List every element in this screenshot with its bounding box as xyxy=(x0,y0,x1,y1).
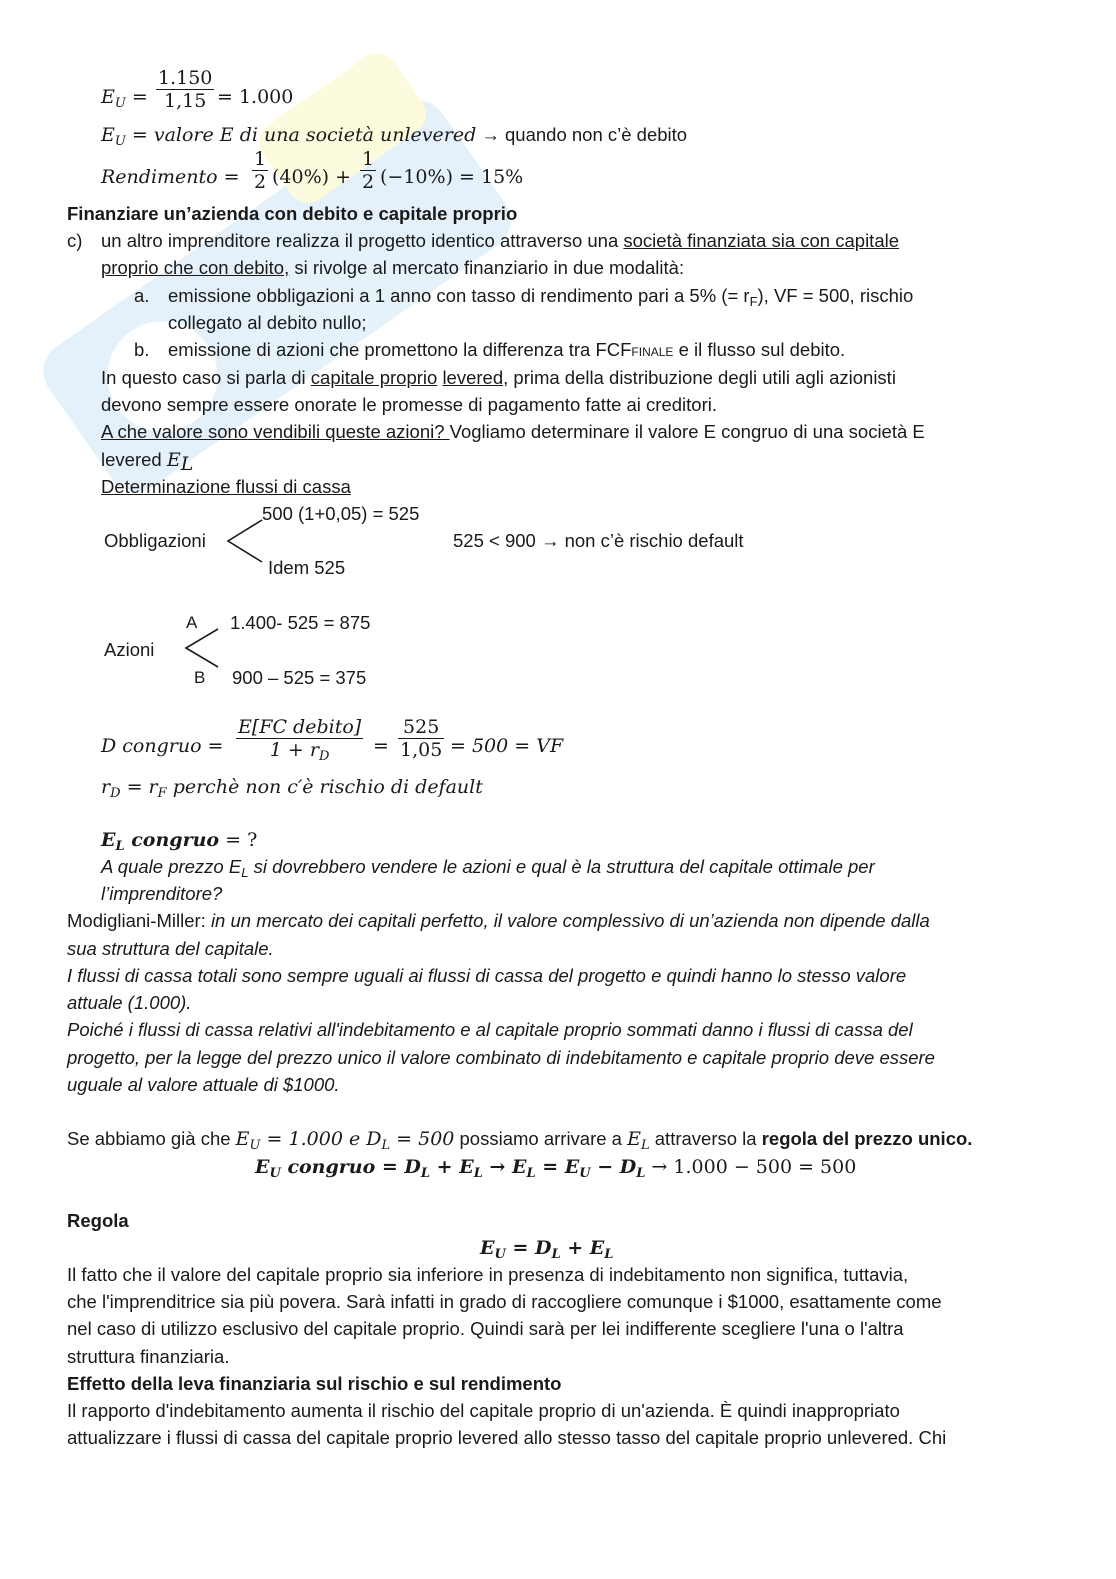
mm-line5: Poiché i flussi di cassa relativi all'indebitamento e al capitale proprio sommati danno i flussi di cassa del xyxy=(67,1019,913,1040)
eq-rendimento-frac1: $\frac{1}{2}$ xyxy=(254,148,267,193)
eq-eu-rhs: = 1.000 xyxy=(217,86,294,108)
section-heading-leva: Effetto della leva finanziaria sul rischio e sul rendimento xyxy=(67,1373,562,1394)
eq-dcongruo-rhs: = 500 = VF xyxy=(450,735,564,757)
el-question-line2: l’imprenditore? xyxy=(101,883,223,904)
list-item-a-line1: emissione obbligazioni a 1 anno con tasso di rendimento pari a 5% (= $r_F$), VF = 500, rischio xyxy=(168,285,914,309)
mm-line6: progetto, per la legge del prezzo unico il valore combinato di indebitamento e capitale proprio deve essere xyxy=(67,1047,935,1068)
question-line2: levered $E_L$ xyxy=(101,449,194,475)
list-label-c: c) xyxy=(67,230,83,251)
azioni-branch-icon xyxy=(182,626,222,670)
se-abbiamo-line: Se abbiamo già che $E_U = 1.000$ e $D_L = 500$ possiamo arrivare a $E_L$ attraverso la regola del prezzo unico. xyxy=(67,1128,973,1153)
eq-eu-lhs: $E_U$ = xyxy=(101,86,148,111)
eq-rendimento-t2: (−10%) = 15% xyxy=(380,166,524,188)
azioni-top: 1.400- 525 = 875 xyxy=(230,612,371,633)
regola-para-line1: Il fatto che il valore del capitale proprio sia inferiore in presenza di indebitamento non significa, tuttavia, xyxy=(67,1264,909,1285)
paragraph-c-line1: un altro imprenditore realizza il progetto identico attraverso una società finanziata sia con capitale xyxy=(101,230,900,251)
mm-line4: attuale (1.000). xyxy=(67,992,192,1013)
eq-rendimento-label: Rendimento = xyxy=(101,166,240,188)
eq-rd-rf: $r_D = r_F$ perchè non c′è rischio di default xyxy=(101,776,483,801)
subtitle-determinazione: Determinazione flussi di cassa xyxy=(101,476,351,497)
regola-para-line3: nel caso di utilizzo esclusivo del capitale proprio. Quindi sarà per lei indifferente scegliere l'una o l'altra xyxy=(67,1318,904,1339)
regola-title: Regola xyxy=(67,1210,129,1231)
eq-dcongruo-label: D congruo = xyxy=(101,735,224,757)
obbligazioni-top: 500 (1+0,05) = 525 xyxy=(262,503,420,524)
mm-line1: Modigliani-Miller: in un mercato dei capitali perfetto, il valore complessivo di un’azienda non dipende dalla xyxy=(67,910,930,931)
eq-eu-definition: $E_U$ = valore E di una società unlevered → quando non c’è debito xyxy=(101,124,688,149)
azioni-bottom: 900 – 525 = 375 xyxy=(232,667,367,688)
eq-dcongruo-frac2: $\frac{525}{1,05}$ xyxy=(400,716,443,761)
eq-rendimento-frac2: $\frac{1}{2}$ xyxy=(362,148,375,193)
eq-eu-fraction: $\frac{1.150}{1,15}$ xyxy=(158,67,213,112)
leva-para-line2: attualizzare i flussi di cassa del capitale proprio levered allo stesso tasso del capitale proprio unlevered. Chi xyxy=(67,1427,947,1448)
obbligazioni-label: Obbligazioni xyxy=(104,530,206,551)
azioni-label-a: A xyxy=(186,613,198,632)
list-label-a: a. xyxy=(134,285,150,306)
obbligazioni-note: 525 < 900 → non c’è rischio default xyxy=(453,530,744,551)
question-line1: A che valore sono vendibili queste azioni? Vogliamo determinare il valore E congruo di una società E xyxy=(101,421,925,442)
azioni-label: Azioni xyxy=(104,639,155,660)
leva-para-line1: Il rapporto d'indebitamento aumenta il rischio del capitale proprio di un'azienda. È quindi inappropriato xyxy=(67,1400,900,1421)
regola-para-line4: struttura finanziaria. xyxy=(67,1346,230,1367)
eq-eu-congruo: $E_U$ congruo = $D_L + E_L \to E_L = E_U - D_L \to 1.000 - 500 = 500$ xyxy=(255,1156,857,1181)
list-item-a-line2: collegato al debito nullo; xyxy=(168,312,367,333)
paragraph-c-line2: proprio che con debito, si rivolge al mercato finanziario in due modalità: xyxy=(101,257,685,278)
el-question-line1: A quale prezzo $E_L$ si dovrebbero vendere le azioni e qual è la struttura del capitale ottimale per xyxy=(101,856,875,880)
obbligazioni-bottom: Idem 525 xyxy=(268,557,346,578)
list-label-b: b. xyxy=(134,339,150,360)
regola-equation: $E_U = D_L + E_L$ xyxy=(480,1237,614,1262)
paragraph-levered-line2: devono sempre essere onorate le promesse di pagamento fatte ai creditori. xyxy=(101,394,717,415)
mm-line2: sua struttura del capitale. xyxy=(67,938,274,959)
eq-el-congruo: $E_L$ congruo = ? xyxy=(101,829,258,854)
azioni-label-b: B xyxy=(194,668,206,687)
eq-rendimento-t1: (40%) + xyxy=(272,166,352,188)
section-heading-debito: Finanziare un’azienda con debito e capitale proprio xyxy=(67,203,518,224)
eq-dcongruo-frac1: E[FC debito] $1 + r_D$ xyxy=(238,716,362,764)
obbligazioni-branch-icon xyxy=(224,516,264,566)
list-item-b: emissione di azioni che promettono la differenza tra FCFFINALE e il flusso sul debito. xyxy=(168,339,846,360)
regola-para-line2: che l'imprenditrice sia più povera. Sarà infatti in grado di raccogliere comunque i $1000, esattamente come xyxy=(67,1291,942,1312)
mm-line3: I flussi di cassa totali sono sempre uguali ai flussi di cassa del progetto e quindi hanno lo stesso valore xyxy=(67,965,907,986)
eq-dcongruo-eq: = xyxy=(373,735,389,757)
mm-line7: uguale al valore attuale di $1000. xyxy=(67,1074,340,1095)
paragraph-levered-line1: In questo caso si parla di capitale proprio levered, prima della distribuzione degli utili agli azionisti xyxy=(101,367,896,388)
